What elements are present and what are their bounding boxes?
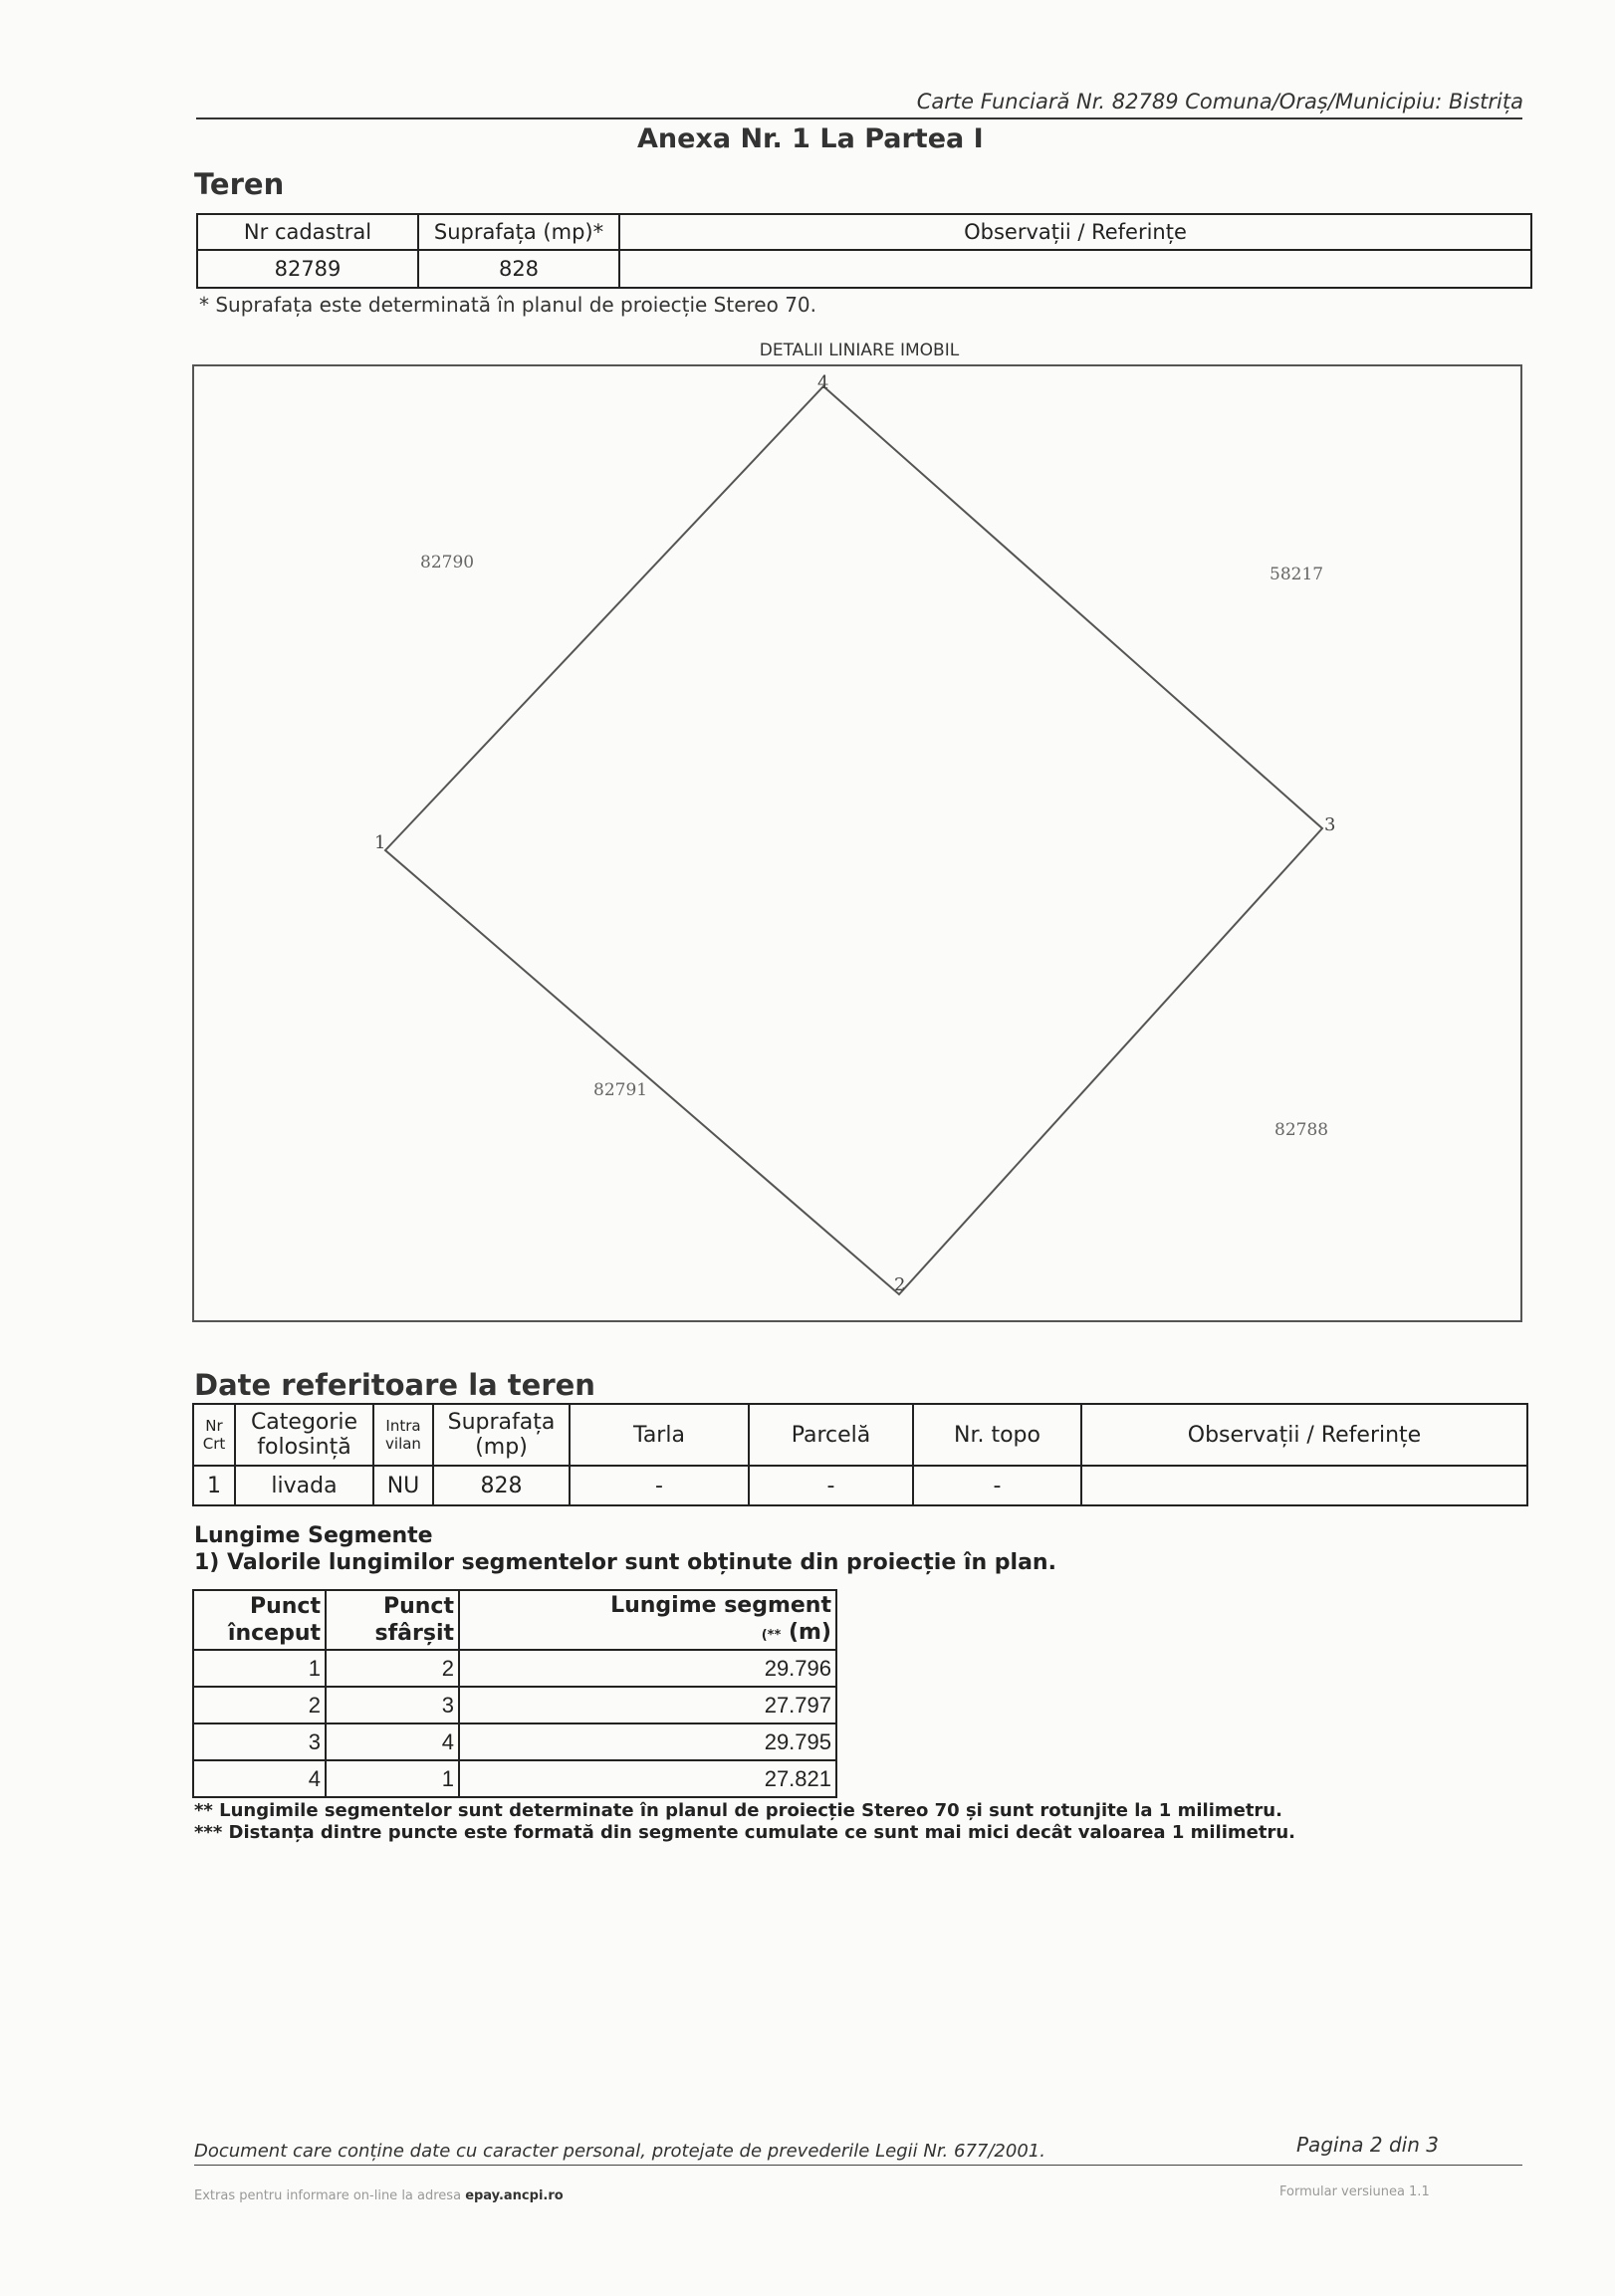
- segment-length: 27.821: [459, 1760, 836, 1797]
- col-observatii: Observații / Referințe: [619, 214, 1531, 250]
- segment-start: 2: [193, 1687, 326, 1723]
- point-label-1: 1: [374, 832, 386, 853]
- detalii-title: DETALII LINIARE IMOBIL: [759, 341, 960, 360]
- segment-row: [193, 1723, 836, 1760]
- col-categorie: Categorie folosință: [235, 1404, 373, 1466]
- segment-table: [192, 1589, 837, 1798]
- parcel-drawing: [194, 366, 1520, 1320]
- col-observatii-teren: Observații / Referințe: [1081, 1404, 1527, 1466]
- col-nr-cadastral: Nr cadastral: [197, 214, 418, 250]
- cell-nr-crt: 1: [193, 1466, 235, 1505]
- lungime-subtitle: 1) Valorile lungimilor segmentelor sunt obținute din proiecție în plan.: [194, 1550, 1056, 1575]
- annex-title: Anexa Nr. 1 La Partea I: [637, 123, 984, 154]
- header-divider: [196, 117, 1522, 119]
- col-intravilan: Intra vilan: [373, 1404, 433, 1466]
- col-nr-topo: Nr. topo: [913, 1404, 1081, 1466]
- col-lungime-segment: Lungime segment (** (m): [459, 1590, 836, 1650]
- cell-observatii: [619, 250, 1531, 288]
- col-tarla: Tarla: [570, 1404, 749, 1466]
- epay-link[interactable]: epay.ancpi.ro: [465, 2188, 564, 2203]
- personal-data-note: Document care conține date cu caracter personal, protejate de prevederile Legii Nr. 677/2001.: [194, 2141, 1045, 2162]
- suprafata-note: * Suprafața este determinată în planul de proiecție Stereo 70.: [199, 293, 817, 317]
- segment-end: 3: [326, 1687, 459, 1723]
- cell-nr-cadastral: 82789: [197, 250, 418, 288]
- segment-end: 2: [326, 1650, 459, 1687]
- footnote-lungimi: ** Lungimile segmentelor sunt determinate în planul de proiecție Stereo 70 și sunt rotunjite la 1 milimetru.: [194, 1800, 1282, 1821]
- cell-observatii-teren: [1081, 1466, 1527, 1505]
- carte-funciara-header: Carte Funciară Nr. 82789 Comuna/Oraș/Municipiu: Bistrița: [916, 90, 1523, 114]
- col-suprafata-teren: Suprafața (mp): [433, 1404, 570, 1466]
- lungime-title: Lungime Segmente: [194, 1523, 433, 1548]
- cell-nr-topo: -: [913, 1466, 1081, 1505]
- segment-end: 4: [326, 1723, 459, 1760]
- date-teren-title: Date referitoare la teren: [194, 1368, 595, 1402]
- segment-start: 4: [193, 1760, 326, 1797]
- extras-note: Extras pentru informare on-line la adresa epay.ancpi.ro: [194, 2188, 564, 2203]
- neighbor-82791: 82791: [593, 1080, 648, 1100]
- teren-section-title: Teren: [194, 167, 285, 201]
- form-version: Formular versiunea 1.1: [1279, 2184, 1430, 2199]
- cell-intravilan: NU: [373, 1466, 433, 1505]
- cell-parcela: -: [749, 1466, 913, 1505]
- neighbor-58217: 58217: [1269, 565, 1324, 584]
- col-parcela: Parcelă: [749, 1404, 913, 1466]
- cell-suprafata: 828: [418, 250, 619, 288]
- col-punct-sfarsit: Punct sfârșit: [326, 1590, 459, 1650]
- neighbor-82790: 82790: [420, 553, 475, 573]
- col-suprafata: Suprafața (mp)*: [418, 214, 619, 250]
- detalii-plan: [192, 364, 1522, 1322]
- page-number: Pagina 2 din 3: [1296, 2133, 1439, 2157]
- segment-row: [193, 1650, 836, 1687]
- segment-row: [193, 1760, 836, 1797]
- point-label-2: 2: [894, 1274, 906, 1295]
- cell-categorie: livada: [235, 1466, 373, 1505]
- point-label-4: 4: [817, 372, 829, 393]
- segment-start: 1: [193, 1650, 326, 1687]
- footer-divider: [194, 2165, 1522, 2166]
- cell-tarla: -: [570, 1466, 749, 1505]
- segment-length: 29.795: [459, 1723, 836, 1760]
- date-teren-table: [192, 1403, 1528, 1506]
- point-label-3: 3: [1324, 814, 1336, 835]
- col-nr-crt: Nr Crt: [193, 1404, 235, 1466]
- cell-suprafata-teren: 828: [433, 1466, 570, 1505]
- footnote-distanta: *** Distanța dintre puncte este formată din segmente cumulate ce sunt mai mici decât valoarea 1 milimetru.: [194, 1822, 1295, 1843]
- segment-start: 3: [193, 1723, 326, 1760]
- segment-end: 1: [326, 1760, 459, 1797]
- segment-row: [193, 1687, 836, 1723]
- col-punct-inceput: Punct început: [193, 1590, 326, 1650]
- parcel-outline: [385, 386, 1322, 1294]
- segment-length: 27.797: [459, 1687, 836, 1723]
- segment-length: 29.796: [459, 1650, 836, 1687]
- neighbor-82788: 82788: [1274, 1120, 1329, 1140]
- teren-table: [196, 213, 1532, 289]
